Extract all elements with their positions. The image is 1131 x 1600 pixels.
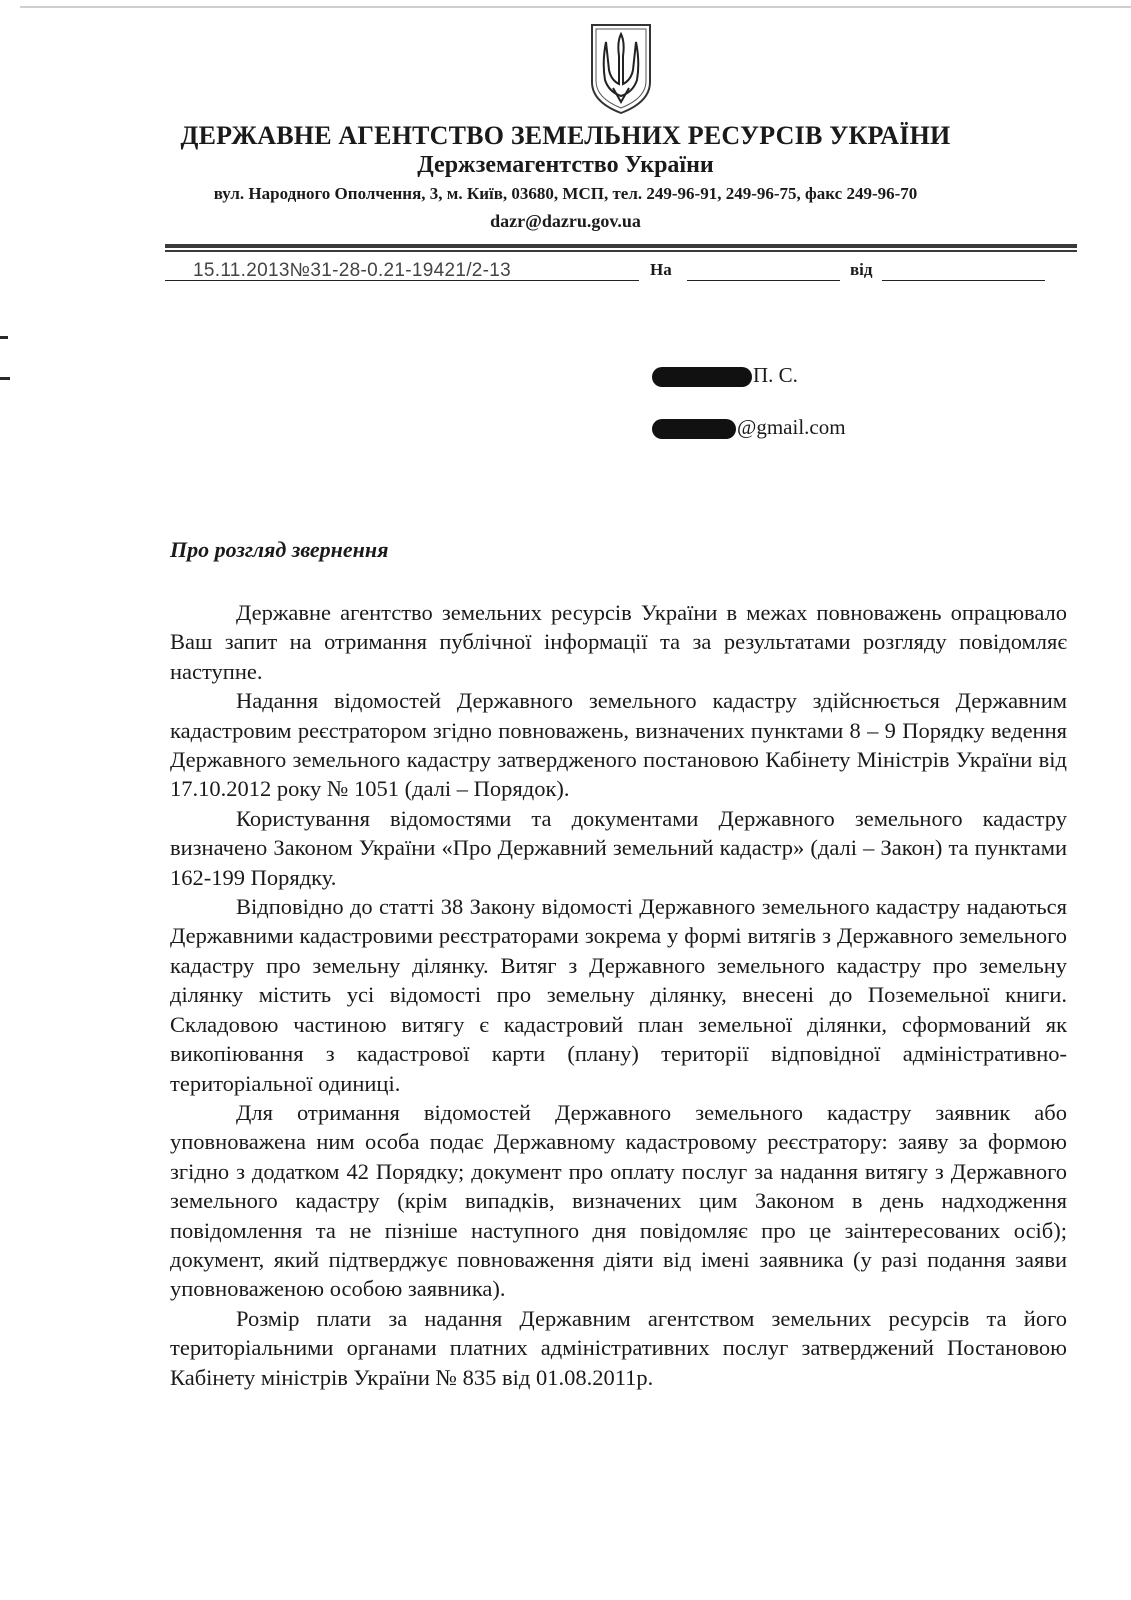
on-label: На bbox=[650, 260, 672, 279]
header-divider bbox=[165, 244, 1077, 248]
body-paragraph: Надання відомостей Державного земельного кадастру здійснюється Державним кадастровим реєстратором згідно повноважень, визначених пунктами 8 – 9 Порядку ведення Державного земельного кадастру затвердженого постановою Кабінету Міністрів України від 17.10.2012 року № 1051 (далі – Порядок). bbox=[170, 688, 1067, 802]
agency-name: ДЕРЖАВНЕ АГЕНТСТВО ЗЕМЕЛЬНИХ РЕСУРСІВ УКРАЇНИ bbox=[180, 121, 951, 150]
registration-line bbox=[165, 258, 1077, 286]
scan-edge-line bbox=[20, 6, 1131, 8]
agency-address: вул. Народного Ополчення, 3, м. Київ, 03680, МСП, тел. 249-96-91, 249-96-75, факс 249-96-70 bbox=[213, 184, 918, 203]
body-paragraph: Для отримання відомостей Державного земельного кадастру заявник або уповноважена ним особа подає Державному кадастровому реєстратору: заяву за формою згідно з додатком 42 Порядку; документ про оплату послуг за надання витягу з Державного земельного кадастру (крім випадків, визначених цим Законом в день надходження повідомлення та не пізніше наступного дня повідомляє про це заінтересованих осіб); документ, який підтверджує повноваження діяти від імені заявника (у разі подання заяви уповноваженою особою заявника). bbox=[170, 1099, 1067, 1302]
from-underline bbox=[882, 280, 1045, 281]
scan-edge-mark bbox=[0, 336, 8, 339]
agency-email: dazr@dazru.gov.ua bbox=[490, 211, 641, 231]
header-divider bbox=[165, 250, 1077, 252]
body-paragraph: Державне агентство земельних ресурсів України в межах повноважень опрацювало Ваш запит на отримання публічної інформації та за результатами розгляду повідомляє наступне. bbox=[170, 600, 1067, 684]
redaction-mark bbox=[652, 419, 736, 439]
from-label: від bbox=[850, 260, 873, 279]
letter-body bbox=[170, 598, 1067, 1392]
body-paragraph: Користування відомостями та документами Державного земельного кадастру визначено Законом України «Про Державний земельний кадастр» (далі – Закон) та пунктами 162-199 Порядку. bbox=[170, 805, 1067, 890]
redaction-mark bbox=[652, 367, 752, 387]
scan-edge-mark bbox=[0, 377, 10, 380]
addressee-email: @gmail.com bbox=[652, 415, 846, 440]
body-paragraph: Розмір плати за надання Державним агентством земельних ресурсів та його територіальними органами платних адміністративних послуг затверджений Постановою Кабінету міністрів України № 835 від 01.08.2011р. bbox=[170, 1305, 1067, 1390]
addressee-name: П. С. bbox=[652, 363, 798, 388]
on-underline bbox=[687, 280, 840, 281]
coat-of-arms-icon bbox=[589, 22, 653, 116]
body-paragraph: Відповідно до статті 38 Закону відомості Державного земельного кадастру надаються Державними кадастровими реєстраторами зокрема у формі витягів з Державного земельного кадастру про земельну ділянку. Витяг з Державного земельного кадастру про земельну ділянку містить усі відомості про земельну ділянку, внесені до Поземельної книги. Складовою частиною витягу є кадастровий план земельної ділянки, сформований як викопіювання з кадастрової карти (плану) території відповідної адміністративно-територіальної одиниці. bbox=[170, 894, 1067, 1096]
letter-subject: Про розгляд звернення bbox=[170, 537, 389, 562]
agency-short-name: Держземагентство України bbox=[417, 152, 714, 178]
outgoing-date-number: 15.11.2013№31-28-0.21-19421/2-13 bbox=[193, 260, 512, 281]
